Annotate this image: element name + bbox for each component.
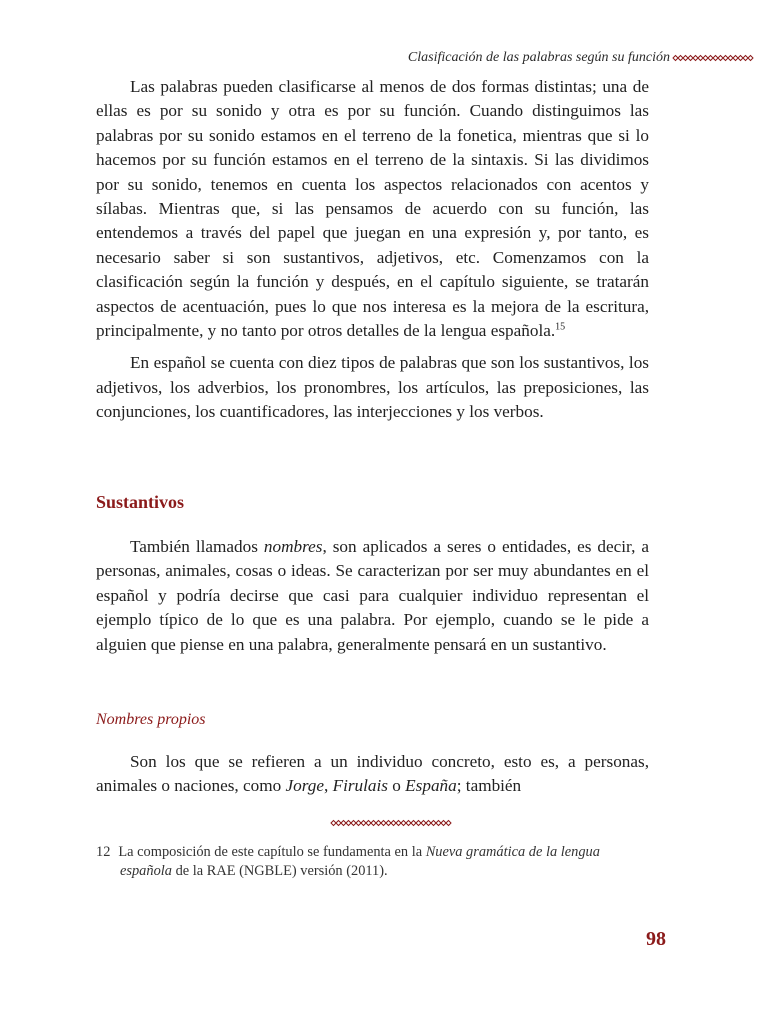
intro-paragraph-1-text: Las palabras pueden clasificarse al menos de dos formas distintas; una de ellas es por su sonido y otra es por su función. Cuando distinguimos las palabras por su sonido estamos en el terreno de la fonetica, mientras que si lo hacemos por su función estamos en el terreno de la sintaxis. Si las dividimos por su sonido, tenemos en cuenta los aspectos relacionados con acentos y sílabas. Mientras que, si las pensamos de acuerdo con su función, las entendemos a través del papel que juegan en una expresión y, por tanto, es necesario saber si son sustantivos, adjetivos, etc. Comenzamos con la clasificación según la función y después, en el capítulo siguiente, se tratarán aspectos de acentuación, pues lo que nos interesa es la mejora de la escritura, principalmente, y no tanto por otros detalles de la lengua española. (96, 77, 649, 341)
subsection-text-end: ; también (456, 776, 522, 796)
page-number: 98 (646, 928, 666, 950)
running-head: Clasificación de las palabras según su función (407, 50, 670, 65)
footnote (96, 843, 649, 881)
example-espana: España (405, 776, 457, 796)
separator: , (323, 776, 333, 796)
intro-paragraph-2: En español se cuenta con diez tipos de palabras que son los sustantivos, los adjetivos, los adverbios, los pronombres, los artículos, las preposiciones, las conjunciones, los cuantificadores, las interjecciones y los verbos. (96, 353, 649, 422)
example-jorge: Jorge (285, 776, 324, 796)
subsection-body (96, 750, 649, 799)
separator: o (387, 776, 406, 796)
section-title: Sustantivos (96, 492, 185, 512)
footnote-number: 12 (96, 844, 111, 860)
subsection-paragraph (96, 750, 649, 799)
diamond-chain-ornament-icon (672, 53, 754, 63)
footnote-text-end: de la RAE (NGBLE) versión (2011). (171, 863, 388, 879)
subsection-text-start: Son los que se refieren a un individuo concreto, esto es, a personas, animales o naciones, como (96, 752, 649, 796)
footnote-reference: 15 (555, 321, 566, 333)
section-text-end: , son aplicados a seres o entidades, es decir, a personas, animales, cosas o ideas. Se caracterizan por ser muy abundantes en el español y podría decirse que casi para cualquier individuo representan el ejemplo típico de lo que es una palabra. Por ejemplo, cuando se le pide a alguien que piense en una palabra, generalmente pensará en un sustantivo. (96, 537, 649, 654)
example-firulais: Firulais (332, 776, 388, 796)
footnote-text-start: La composición de este capítulo se fundamenta en la (118, 844, 426, 860)
footnote-book-title: Nueva gramática de la lengua (425, 844, 600, 860)
section-text-italic: nombres (263, 537, 323, 556)
footnote-book-title-end: española (120, 863, 172, 879)
diamond-chain-divider-icon (330, 818, 452, 828)
footnote-continuation (96, 862, 649, 881)
intro-paragraph-1 (96, 75, 649, 343)
subsection-title: Nombres propios (96, 711, 206, 728)
section-paragraph (96, 535, 649, 657)
section-body (96, 535, 649, 657)
section-text-start: También llamados (130, 537, 264, 556)
intro-text (96, 75, 649, 425)
